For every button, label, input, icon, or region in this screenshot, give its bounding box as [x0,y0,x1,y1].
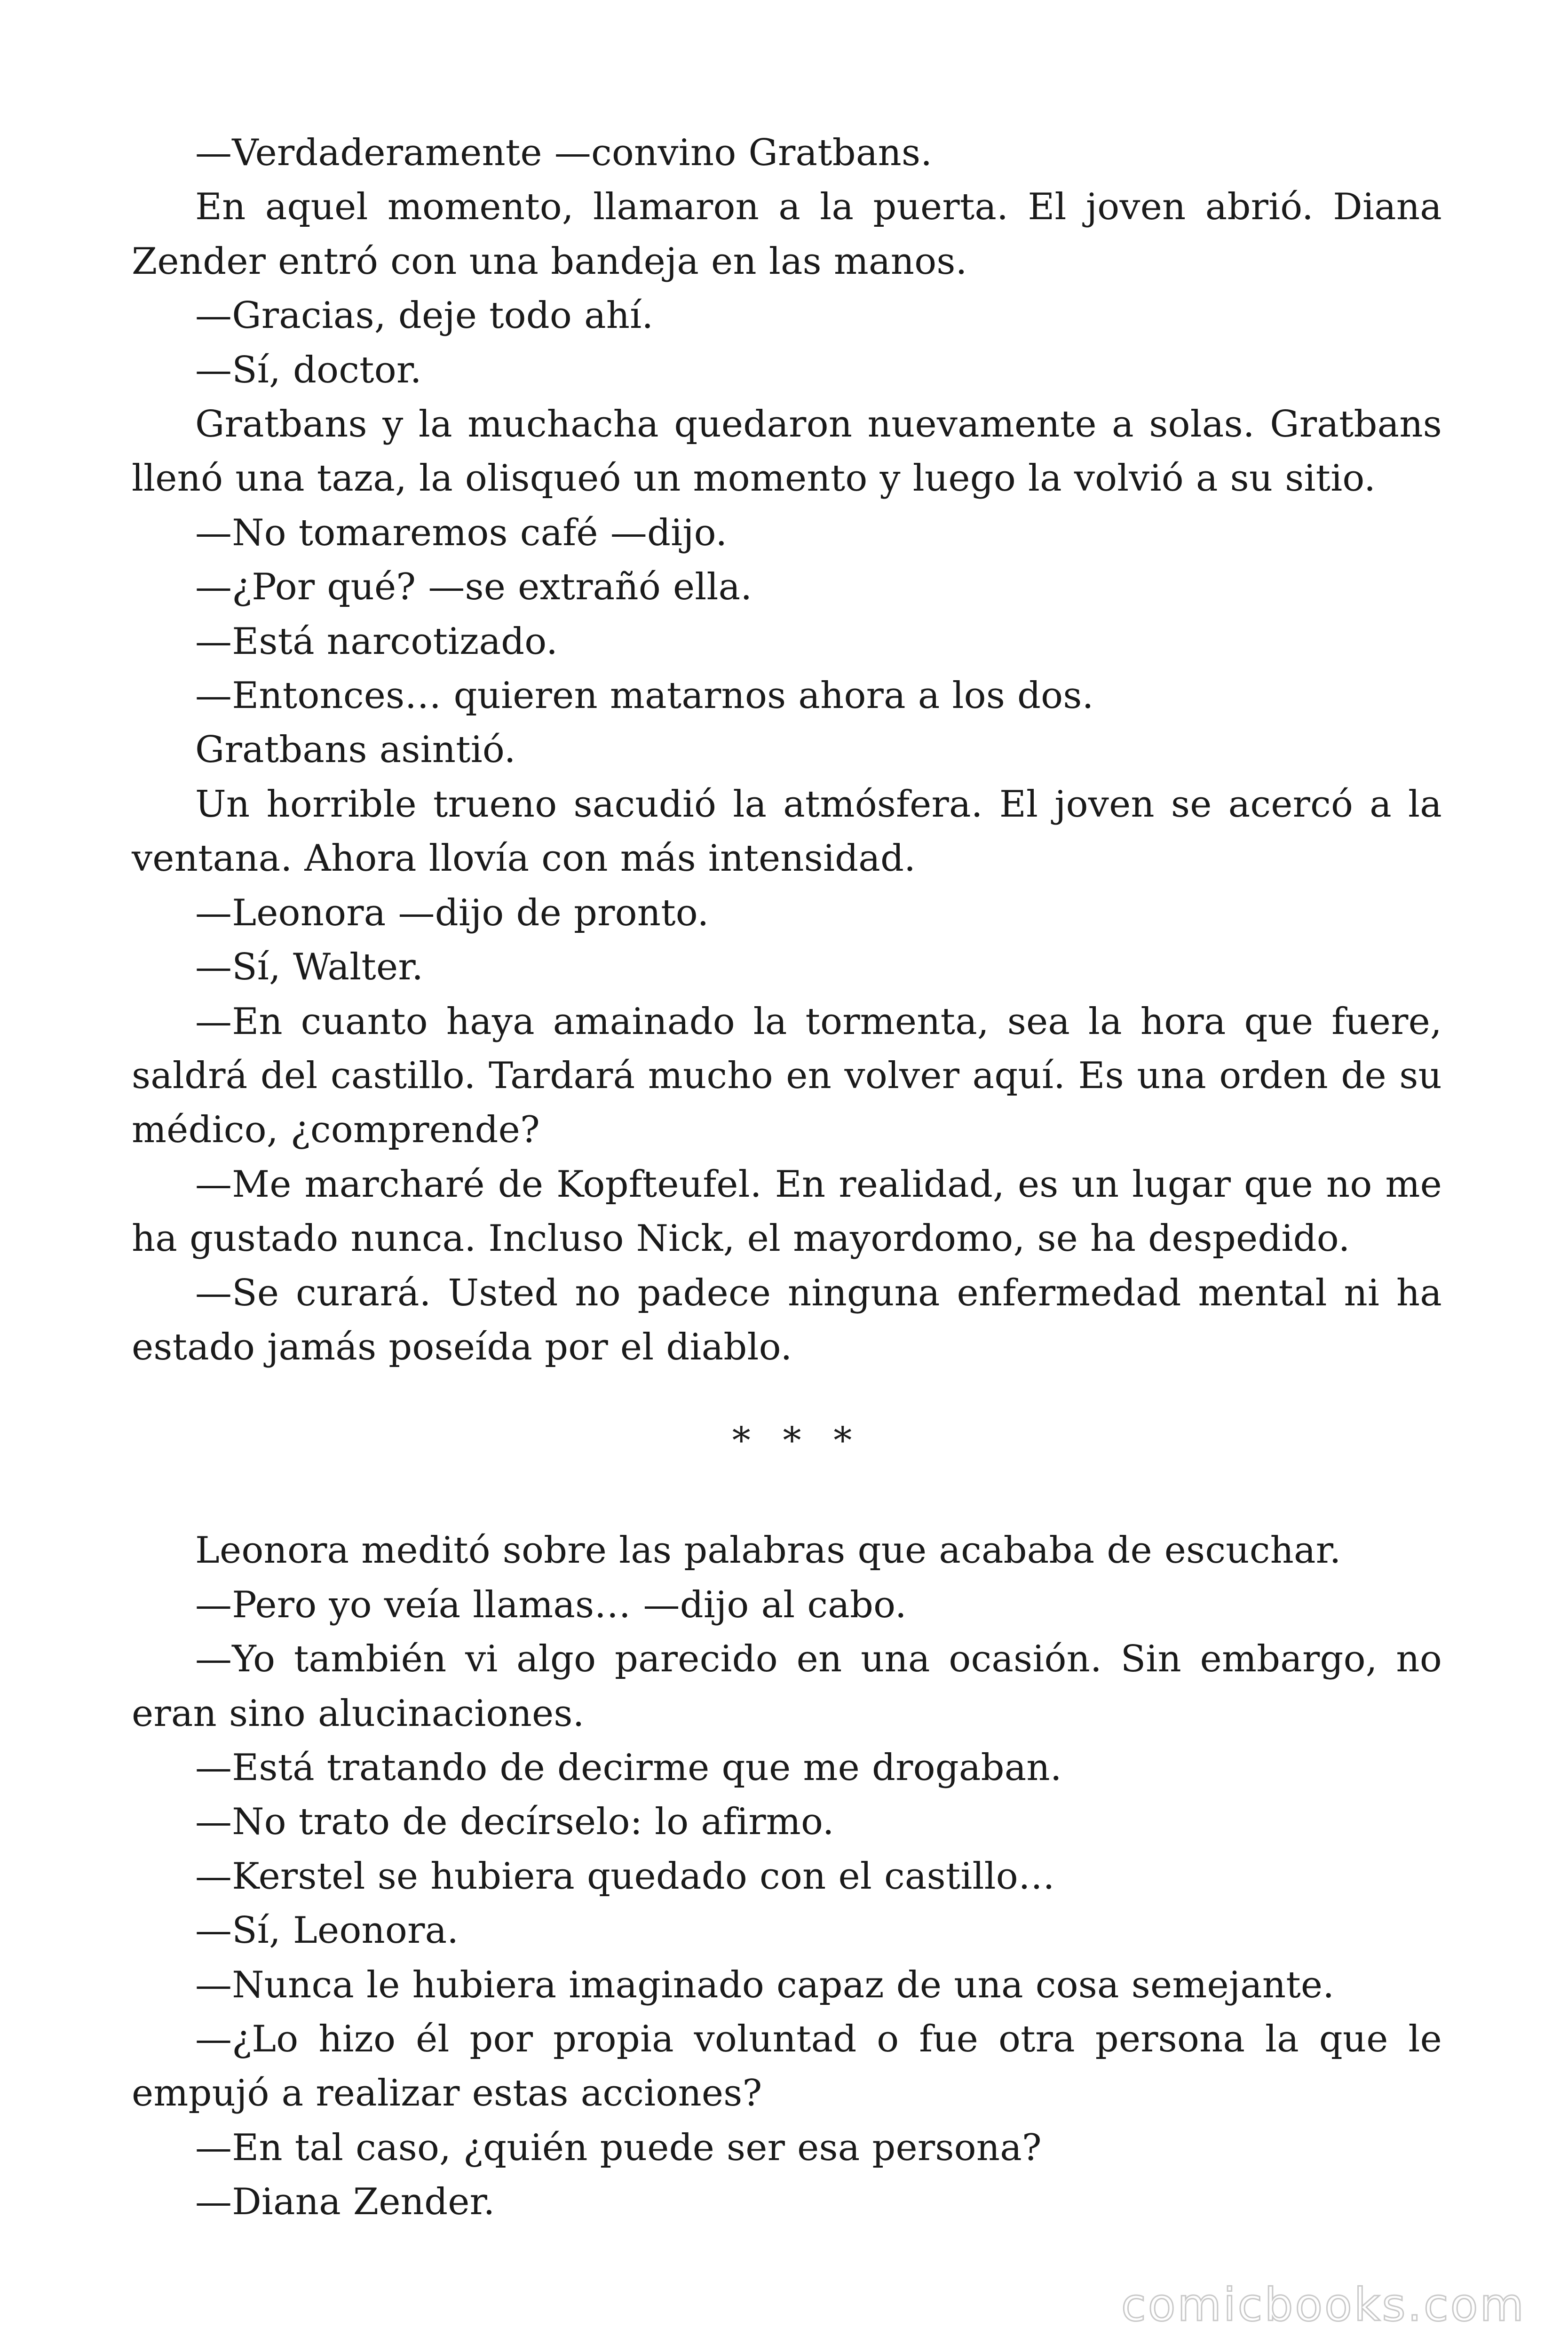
paragraph: —Me marcharé de Kopfteufel. En realidad, es un lugar que no me ha gustado nunca. Incluso Nick, el mayordomo, se ha despedido. [132,1163,1442,1260]
paragraph: —Yo también vi algo parecido en una ocasión. Sin embargo, no eran sino alucinaciones. [132,1638,1442,1735]
section-one [132,126,1442,1375]
paragraph: —Nunca le hubiera imaginado capaz de una cosa semejante. [195,1963,1335,2006]
paragraph: —Se curará. Usted no padece ninguna enfermedad mental ni ha estado jamás poseída por el diablo. [132,1271,1442,1368]
paragraph: —Está tratando de decirme que me drogaban. [195,1746,1062,1789]
paragraph: —Sí, Walter. [195,946,424,989]
watermark: comicbooks.com [1121,2279,1526,2331]
paragraph: Leonora meditó sobre las palabras que acababa de escuchar. [195,1529,1341,1572]
paragraph: —Gracias, deje todo ahí. [195,294,654,337]
paragraph: —Sí, Leonora. [195,1909,459,1952]
paragraph: —No trato de decírselo: lo afirmo. [195,1801,834,1843]
paragraph: —Kerstel se hubiera quedado con el castillo… [195,1855,1055,1898]
paragraph: —¿Por qué? —se extrañó ella. [195,566,752,609]
paragraph: Gratbans asintió. [195,729,516,771]
section-two [132,1524,1442,2229]
paragraph: —Está narcotizado. [195,620,558,663]
paragraph: En aquel momento, llamaron a la puerta. El joven abrió. Diana Zender entró con una bandeja en las manos. [132,186,1442,283]
paragraph: —Verdaderamente —convino Gratbans. [195,132,933,174]
paragraph: —Diana Zender. [195,2181,495,2224]
book-page [132,126,1442,2230]
paragraph: —En tal caso, ¿quién puede ser esa persona? [195,2126,1042,2169]
paragraph: —Sí, doctor. [195,349,422,391]
paragraph: —Entonces… quieren matarnos ahora a los dos. [195,675,1094,717]
paragraph: Gratbans y la muchacha quedaron nuevamente a solas. Gratbans llenó una taza, la olisqueó un momento y luego la volvió a su sitio. [132,403,1442,500]
paragraph: —Pero yo veía llamas… —dijo al cabo. [195,1583,907,1626]
paragraph: —¿Lo hizo él por propia voluntad o fue otra persona la que le empujó a realizar estas acciones? [132,2018,1442,2115]
paragraph: —No tomaremos café —dijo. [195,511,728,554]
section-separator: * * * [732,1420,863,1462]
paragraph: —En cuanto haya amainado la tormenta, sea la hora que fuere, saldrá del castillo. Tardará mucho en volver aquí. Es una orden de su médico, ¿comprende? [132,1000,1442,1152]
paragraph: Un horrible trueno sacudió la atmósfera. El joven se acercó a la ventana. Ahora llovía con más intensidad. [132,783,1442,880]
paragraph: —Leonora —dijo de pronto. [195,891,709,934]
